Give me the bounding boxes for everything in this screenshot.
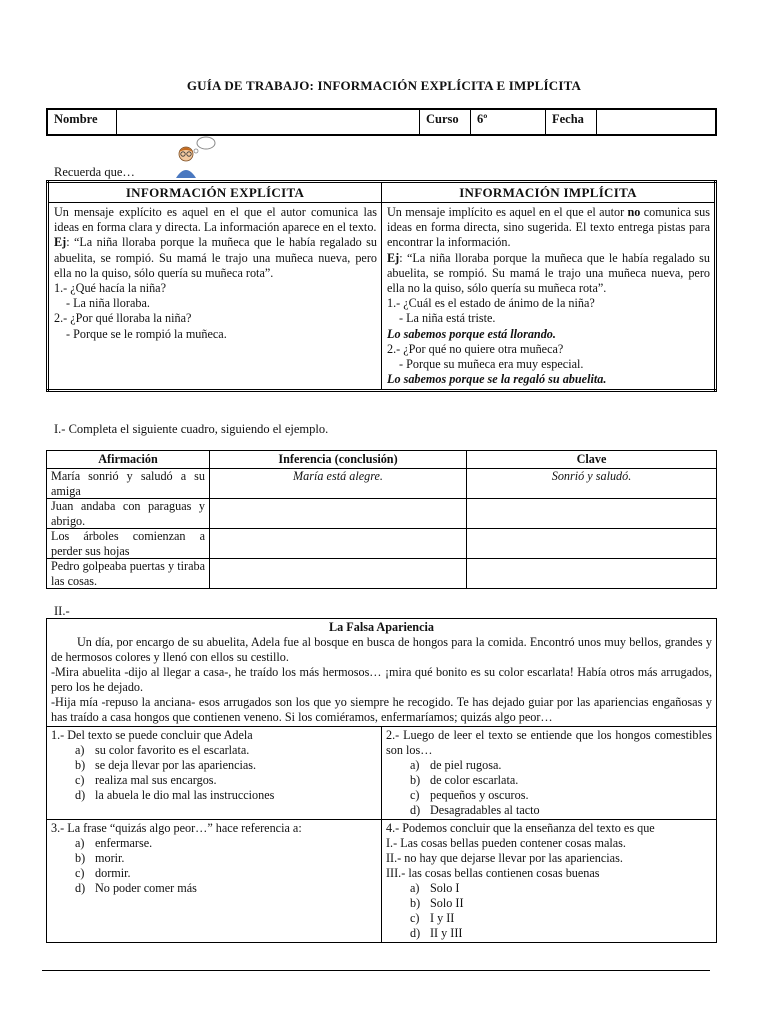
section-1-instruction: I.- Completa el siguiente cuadro, siguiendo el ejemplo. [54, 422, 329, 436]
option-d[interactable]: d) No poder comer más [75, 881, 197, 895]
nombre-field[interactable] [117, 109, 420, 135]
clave-input-cell[interactable] [467, 499, 717, 529]
option-c[interactable]: c) I y II [410, 911, 455, 925]
afirmacion-cell: María sonrió y saludó a su amiga [47, 469, 210, 499]
question-1 [47, 727, 382, 820]
explicita-q1: 1.- ¿Qué hacía la niña? [54, 281, 166, 296]
option-d[interactable]: d) la abuela le dio mal las instrucciones [75, 788, 275, 802]
question-2 [382, 727, 717, 820]
option-a[interactable]: a) de piel rugosa. [410, 758, 502, 772]
clave-input-cell[interactable] [467, 529, 717, 559]
table-row [47, 529, 717, 559]
statement-2: II.- no hay que dejarse llevar por las apariencias. [386, 851, 623, 865]
question-text: 4.- Podemos concluir que la enseñanza del texto es que [386, 821, 655, 835]
option-c[interactable]: c) dormir. [75, 866, 131, 880]
question-text: 3.- La frase “quizás algo peor…” hace referencia a: [51, 821, 302, 835]
option-b[interactable]: b) morir. [75, 851, 125, 865]
curso-label: Curso [420, 109, 471, 135]
statement-3: III.- las cosas bellas contienen cosas buenas [386, 866, 600, 880]
option-a[interactable]: a) enfermarse. [75, 836, 153, 850]
option-a[interactable]: a) Solo I [410, 881, 460, 895]
option-a[interactable]: a) su color favorito es el escarlata. [75, 743, 250, 757]
explicita-heading: INFORMACIÓN EXPLÍCITA [48, 182, 382, 203]
fecha-field[interactable] [597, 109, 717, 135]
nombre-label: Nombre [47, 109, 117, 135]
student-info-table [46, 108, 717, 136]
inferencia-input-cell[interactable] [210, 559, 467, 589]
implicita-q2: 2.- ¿Por qué no quiere otra muñeca? [387, 341, 564, 356]
implicita-a1: - La niña está triste. [399, 311, 496, 326]
table-row [47, 559, 717, 589]
inferencia-cell: María está alegre. [210, 469, 467, 499]
story-paragraph: Un día, por encargo de su abuelita, Adela fue al bosque en busca de hongos para la comida. Encontró unos muy bellos, grandes y de hermosos colores y llenó con ellos su cestillo. [51, 635, 712, 664]
inferencia-input-cell[interactable] [210, 529, 467, 559]
implicita-s2: Lo sabemos porque se la regaló su abuelita. [387, 372, 607, 387]
footer-divider [42, 970, 710, 971]
table-row [47, 499, 717, 529]
info-table [46, 180, 717, 392]
option-c[interactable]: c) pequeños y oscuros. [410, 788, 529, 802]
inferencia-input-cell[interactable] [210, 499, 467, 529]
clave-input-cell[interactable] [467, 559, 717, 589]
story-cell [47, 619, 717, 727]
option-b[interactable]: b) de color escarlata. [410, 773, 519, 787]
option-c[interactable]: c) realiza mal sus encargos. [75, 773, 217, 787]
fecha-label: Fecha [546, 109, 597, 135]
afirmacion-cell: Juan andaba con paraguas y abrigo. [47, 499, 210, 529]
clave-cell: Sonrió y saludó. [467, 469, 717, 499]
implicita-q1: 1.- ¿Cuál es el estado de ánimo de la niña? [387, 296, 595, 311]
story-paragraph: -Hija mía -repuso la anciana- esos arrugados son los que yo siempre he recogido. Te has dejado guiar por las apariencias engañosas y has traído a casa hongos que contienen veneno. Si los comiéramos, enfermaríamos; quizás algo peor… [51, 695, 712, 724]
option-b[interactable]: b) Solo II [410, 896, 464, 910]
question-3 [47, 820, 382, 943]
question-4 [382, 820, 717, 943]
afirmacion-cell: Los árboles comienzan a perder sus hojas [47, 529, 210, 559]
implicita-a2: - Porque su muñeca era muy especial. [399, 357, 584, 372]
afirmacion-cell: Pedro golpeaba puertas y tiraba las cosas. [47, 559, 210, 589]
explicita-a1: - La niña lloraba. [66, 296, 150, 311]
option-b[interactable]: b) se deja llevar por las apariencias. [75, 758, 257, 772]
recuerda-text: Recuerda que… [54, 165, 135, 179]
curso-value: 6º [471, 109, 546, 135]
explicita-q2: 2.- ¿Por qué lloraba la niña? [54, 311, 192, 326]
implicita-s1: Lo sabemos porque está llorando. [387, 326, 556, 341]
col-afirmacion: Afirmación [47, 451, 210, 469]
story-title: La Falsa Apariencia [329, 620, 434, 634]
statement-1: I.- Las cosas bellas pueden contener cosas malas. [386, 836, 626, 850]
option-d[interactable]: d) II y III [410, 926, 463, 940]
table-row [47, 469, 717, 499]
inference-table [46, 450, 717, 589]
explicita-definition: Un mensaje explícito es aquel en el que el autor comunica las ideas en forma clara y directa. La información aparece en el texto. [54, 205, 377, 235]
story-paragraph: -Mira abuelita -dijo al llegar a casa-, he traído los más hermosos… ¡mira qué bonito es su color escarlata! Había otros más arrugados, pero los he dejado. [51, 665, 712, 694]
explicita-a2: - Porque se le rompió la muñeca. [66, 326, 227, 341]
explicita-cell [48, 203, 382, 391]
section-2-label: II.- [54, 604, 70, 618]
question-text: 2.- Luego de leer el texto se entiende que los hongos comestibles son los… [386, 728, 712, 757]
implicita-definition: Un mensaje implícito es aquel en el que el autor no comunica sus ideas en forma directa, sino sugerida. El texto entrega pistas para encontrar la información. [387, 205, 710, 250]
thinking-boy-icon [170, 134, 218, 178]
col-clave: Clave [467, 451, 717, 469]
col-inferencia: Inferencia (conclusión) [210, 451, 467, 469]
implicita-example: Ej: “La niña lloraba porque la muñeca que le había regalado su abuelita, se rompió. Su mamá le trajo una muñeca nueva, pero ella no la quiso, sólo quería su muñeca rota”. [387, 250, 710, 296]
page-title: GUÍA DE TRABAJO: INFORMACIÓN EXPLÍCITA E IMPLÍCITA [186, 78, 582, 93]
story-table [46, 618, 717, 943]
question-text: 1.- Del texto se puede concluir que Adela [51, 728, 253, 742]
explicita-example: Ej: “La niña lloraba porque la muñeca que le había regalado su abuelita, se rompió. Su mamá le trajo una muñeca nueva, pero ella no la quiso, sólo quería su muñeca rota”. [54, 235, 377, 280]
implicita-heading: INFORMACIÓN IMPLÍCITA [382, 182, 716, 203]
implicita-cell [382, 203, 716, 391]
option-d[interactable]: d) Desagradables al tacto [410, 803, 540, 817]
